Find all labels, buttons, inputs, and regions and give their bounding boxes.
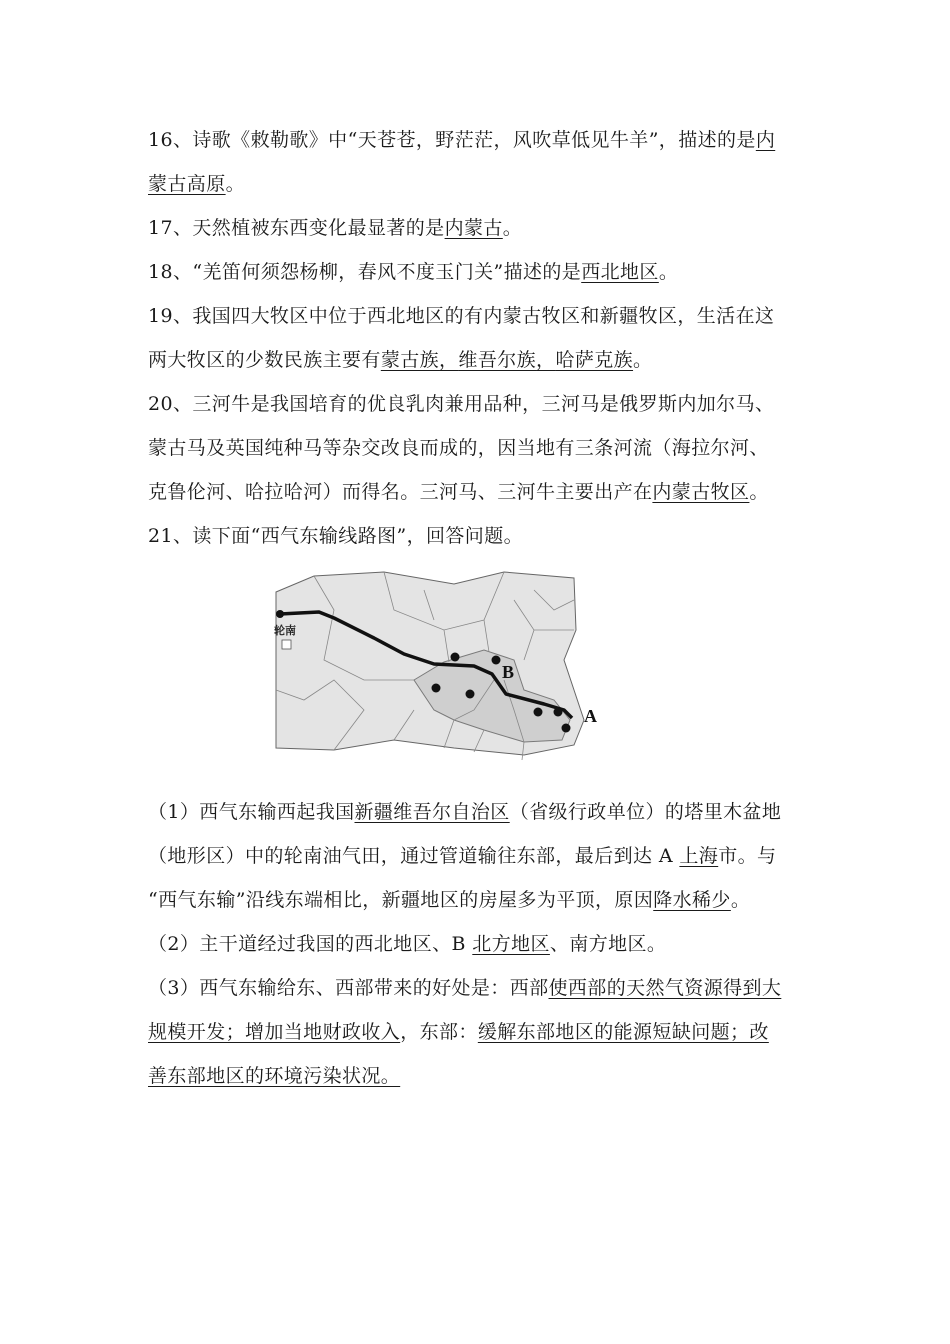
q21-p2-line bbox=[148, 922, 798, 966]
q21-p1-text5: “西气东输”沿线东端相比，新疆地区的房屋多为平顶，原因 bbox=[148, 889, 654, 911]
q21-p2-text1: （2）主干道经过我国的西北地区、B bbox=[148, 933, 473, 955]
q21-p1-text2: （省级行政单位）的塔里木盆地 bbox=[509, 801, 782, 823]
q20-text2: 蒙古马及英国纯种马等杂交改良而成的，因当地有三条河流（海拉尔河、 bbox=[148, 437, 769, 459]
q21-p1-answer-rainfall: 降水稀少 bbox=[653, 889, 731, 911]
q21-p1-line2 bbox=[148, 834, 798, 878]
q19-answer-mongol: 蒙古族 bbox=[380, 349, 440, 371]
document-page bbox=[148, 118, 798, 1098]
q20-period: 。 bbox=[749, 481, 769, 503]
q17-period: 。 bbox=[502, 217, 523, 239]
q21-p3-answer-east-cont: 善东部地区的环境污染状况。 bbox=[148, 1065, 401, 1087]
map-label-a: A bbox=[584, 706, 597, 726]
q21-p3-line3 bbox=[148, 1054, 798, 1098]
pipeline-map bbox=[274, 570, 634, 770]
q20-answer: 内蒙古牧区 bbox=[652, 481, 750, 503]
map-square-marker bbox=[282, 640, 291, 649]
city-dot bbox=[466, 690, 475, 699]
q21-stem-text: 21、读下面“西气东输线路图”，回答问题。 bbox=[148, 525, 524, 547]
q19-sep2: ， bbox=[536, 349, 556, 371]
q20-line2 bbox=[148, 426, 798, 470]
q21-p3-answer-west: 使西部的天然气资源得到大 bbox=[548, 977, 782, 999]
q21-p1-line3 bbox=[148, 878, 798, 922]
map-label-b: B bbox=[502, 662, 515, 682]
q21-p1-text3: （地形区）中的轮南油气田，通过管道输往东部，最后到达 A bbox=[148, 845, 680, 867]
city-dot bbox=[492, 656, 501, 665]
q21-p1-text1: （1）西气东输西起我国 bbox=[148, 801, 355, 823]
q21-p3-line1 bbox=[148, 966, 798, 1010]
city-dot bbox=[562, 724, 571, 733]
q17-line bbox=[148, 206, 798, 250]
q21-p1-period: 。 bbox=[730, 889, 751, 911]
q17-answer: 内蒙古 bbox=[444, 217, 503, 239]
q21-p3-line2 bbox=[148, 1010, 798, 1054]
q21-p1-answer-xinjiang: 新疆维吾尔自治区 bbox=[354, 801, 510, 823]
q21-p2-answer: 北方地区 bbox=[472, 933, 550, 955]
q21-stem bbox=[148, 514, 798, 558]
pipeline-map-svg bbox=[274, 570, 634, 770]
q16-period: 。 bbox=[225, 173, 246, 195]
q18-text: 18、“羌笛何须怨杨柳，春风不度玉门关”描述的是 bbox=[148, 261, 582, 283]
q18-line bbox=[148, 250, 798, 294]
q21-p3-text2: ，东部： bbox=[400, 1021, 478, 1043]
q21-p3-text1: （3）西气东输给东、西部带来的好处是：西部 bbox=[148, 977, 549, 999]
city-dot bbox=[451, 653, 460, 662]
q19-period: 。 bbox=[633, 349, 653, 371]
q16-answer-part1: 内 bbox=[755, 129, 776, 151]
q20-line1 bbox=[148, 382, 798, 426]
city-dot bbox=[554, 708, 563, 717]
q19-sep1: ， bbox=[439, 349, 459, 371]
q19-text-cont: 两大牧区的少数民族主要有 bbox=[148, 349, 381, 371]
q16-line2 bbox=[148, 162, 798, 206]
q21-p3-answer-west-cont: 规模开发；增加当地财政收入 bbox=[148, 1021, 401, 1043]
city-dot bbox=[534, 708, 543, 717]
q19-answer-kazakh: 哈萨克族 bbox=[555, 349, 634, 371]
q21-p1-text4: 市。与 bbox=[718, 845, 777, 867]
q18-period: 。 bbox=[658, 261, 679, 283]
city-dot bbox=[432, 684, 441, 693]
map-label-lunnan: 轮南 bbox=[274, 625, 296, 637]
q19-answer-uyghur: 维吾尔族 bbox=[458, 349, 537, 371]
q19-line1 bbox=[148, 294, 798, 338]
q21-p2-text2: 、南方地区。 bbox=[549, 933, 667, 955]
q16-answer-part2: 蒙古高原 bbox=[148, 173, 226, 195]
q19-text: 19、我国四大牧区中位于西北地区的有内蒙古牧区和新疆牧区，生活在这 bbox=[148, 305, 775, 327]
q21-p1-line1 bbox=[148, 790, 798, 834]
q18-answer: 西北地区 bbox=[581, 261, 659, 283]
q17-text: 17、天然植被东西变化最显著的是 bbox=[148, 217, 445, 239]
start-point bbox=[276, 610, 284, 618]
q16-text: 16、诗歌《敕勒歌》中“天苍苍，野茫茫，风吹草低见牛羊”，描述的是 bbox=[148, 129, 756, 151]
q20-text1: 20、三河牛是我国培育的优良乳肉兼用品种，三河马是俄罗斯内加尔马、 bbox=[148, 393, 775, 415]
q19-line2 bbox=[148, 338, 798, 382]
q20-text3: 克鲁伦河、哈拉哈河）而得名。三河马、三河牛主要出产在 bbox=[148, 481, 653, 503]
q21-p3-answer-east: 缓解东部地区的能源短缺问题；改 bbox=[477, 1021, 769, 1043]
q16-line1 bbox=[148, 118, 798, 162]
q20-line3 bbox=[148, 470, 798, 514]
q21-p1-answer-shanghai: 上海 bbox=[679, 845, 719, 867]
